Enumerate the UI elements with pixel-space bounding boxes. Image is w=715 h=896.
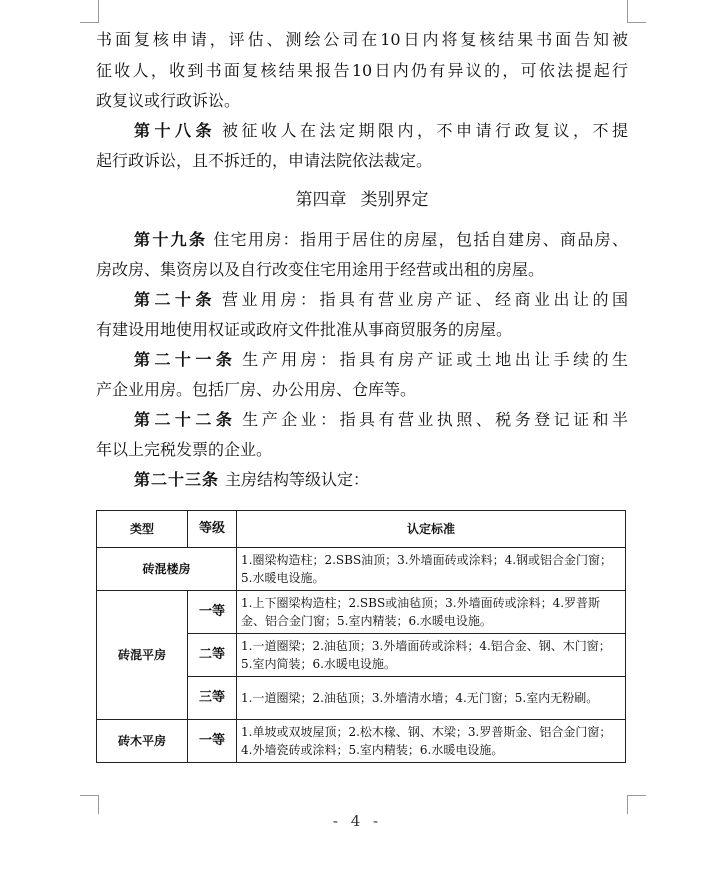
article-text: 生产用房：指具有房产证或土地出让手续的生 xyxy=(242,350,628,369)
body-line: 房改房、集资房以及自行改变住宅用途用于经营或出租的房屋。 xyxy=(96,260,545,279)
body-line: 征收人，收到书面复核结果报告10日内仍有异议的，可依法提起行 xyxy=(96,61,628,80)
header-standard: 认定标准 xyxy=(237,511,626,548)
chapter-title: 类别界定 xyxy=(360,190,429,210)
article-23 xyxy=(96,470,628,490)
article-18 xyxy=(96,121,628,141)
page-number: - 4 - xyxy=(332,812,383,830)
table-row xyxy=(97,548,626,591)
grade-cell: 二等 xyxy=(188,634,237,677)
article-label: 第十九条 xyxy=(134,230,208,249)
grade-cell: 三等 xyxy=(188,677,237,720)
standard-cell: 1.一道圈梁；2.油毡顶；3.外墙面砖或涂料；4.铝合金、钢、木门窗；5.室内简装；6.水暖电设施。 xyxy=(237,634,626,677)
standard-cell: 1.一道圈梁；2.油毡顶；3.外墙清水墙；4.无门窗；5.室内无粉刷。 xyxy=(237,677,626,720)
header-grade: 等级 xyxy=(188,511,237,548)
article-label: 第二十一条 xyxy=(134,350,237,369)
table-row xyxy=(97,591,626,634)
article-label: 第二十二条 xyxy=(134,410,237,429)
article-text: 被征收人在法定期限内，不申请行政复议，不提 xyxy=(222,121,628,140)
chapter-heading xyxy=(96,189,628,211)
body-line: 产企业用房。包括厂房、办公用房、仓库等。 xyxy=(96,380,417,399)
body-line: 起行政诉讼，且不拆迁的，申请法院依法裁定。 xyxy=(96,151,433,170)
article-text: 住宅用房：指用于居住的房屋，包括自建房、商品房、 xyxy=(213,230,628,249)
structure-grade-table xyxy=(96,510,626,763)
crop-mark-top-left xyxy=(80,0,99,23)
crop-mark-top-right xyxy=(627,0,646,23)
standard-cell: 1.圈梁构造柱；2.SBS油顶；3.外墙面砖或涂料；4.钢或铝合金门窗；5.水暖电设施。 xyxy=(237,548,626,591)
table-header-row xyxy=(97,511,626,548)
type-cell: 砖木平房 xyxy=(97,720,188,763)
article-20 xyxy=(96,290,628,310)
grade-cell: 一等 xyxy=(188,720,237,763)
article-22 xyxy=(96,410,628,430)
type-cell: 砖混平房 xyxy=(97,591,188,720)
body-line: 书面复核申请，评估、测绘公司在10日内将复核结果书面告知被 xyxy=(96,30,628,49)
standard-cell: 1.上下圈梁构造柱；2.SBS或油毡顶；3.外墙面砖或涂料；4.罗普斯金、铝合金门窗；5.室内精装；6.水暖电设施。 xyxy=(237,591,626,634)
article-text: 营业用房：指具有营业房产证、经商业出让的国 xyxy=(222,290,628,309)
table-row xyxy=(97,720,626,763)
grade-cell: 一等 xyxy=(188,591,237,634)
type-cell: 砖混楼房 xyxy=(97,548,237,591)
body-line: 政复议或行政诉讼。 xyxy=(96,91,241,110)
article-text: 生产企业：指具有营业执照、税务登记证和半 xyxy=(242,410,628,429)
article-label: 第二十三条 xyxy=(134,470,220,489)
article-19 xyxy=(96,230,628,250)
article-label: 第十八条 xyxy=(134,121,216,140)
article-label: 第二十条 xyxy=(134,290,216,309)
article-21 xyxy=(96,350,628,370)
header-type: 类型 xyxy=(97,511,188,548)
body-line: 有建设用地使用权证或政府文件批准从事商贸服务的房屋。 xyxy=(96,320,513,339)
standard-cell: 1.单坡或双坡屋顶；2.松木椽、钢、木梁；3.罗普斯金、铝合金门窗；4.外墙瓷砖或涂料；5.室内精装；6.水暖电设施。 xyxy=(237,720,626,763)
body-line: 年以上完税发票的企业。 xyxy=(96,440,273,459)
article-text: 主房结构等级认定： xyxy=(225,470,370,489)
chapter-number: 第四章 xyxy=(295,190,347,210)
